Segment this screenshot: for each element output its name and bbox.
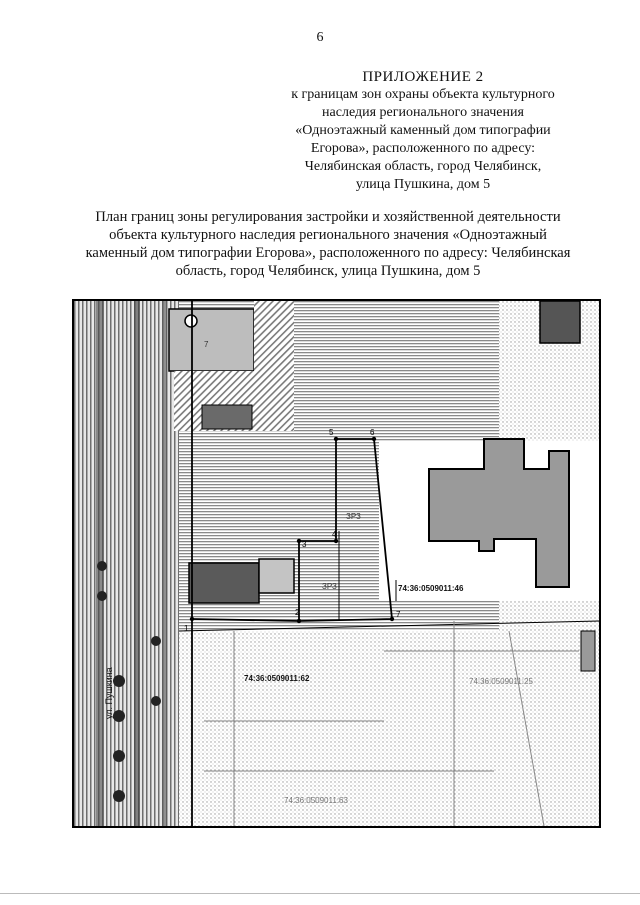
point-label: 5 bbox=[329, 428, 334, 437]
site-plan-map bbox=[72, 299, 601, 828]
tree-icon bbox=[113, 750, 125, 762]
parcel-label: 74:36:0509011:62 bbox=[244, 674, 310, 683]
hatched-block bbox=[254, 301, 294, 431]
page-bottom-rule bbox=[0, 893, 640, 894]
small-structure bbox=[581, 631, 595, 671]
parcel-label: 74:36:0509011:46 bbox=[398, 584, 464, 593]
point-label: 3 bbox=[302, 540, 307, 549]
point-label: 7 bbox=[396, 610, 401, 619]
zone-label: ЗРЗ bbox=[346, 512, 361, 521]
appendix-line: «Одноэтажный каменный дом типографии bbox=[295, 123, 551, 138]
building-number-label: 7 bbox=[204, 340, 209, 349]
light-building bbox=[259, 559, 294, 593]
tree-icon bbox=[113, 710, 125, 722]
appendix-title: ПРИЛОЖЕНИЕ 2 bbox=[362, 69, 484, 85]
boundary-point bbox=[297, 539, 301, 543]
point-label: 6 bbox=[370, 428, 375, 437]
plan-title-line: область, город Челябинск, улица Пушкина, дом 5 bbox=[175, 263, 481, 279]
boundary-point bbox=[297, 619, 301, 623]
tree-icon bbox=[97, 591, 107, 601]
parcel-label: 74:36:0509011:25 bbox=[469, 677, 533, 686]
point-label: 1 bbox=[184, 624, 189, 633]
appendix-line: улица Пушкина, дом 5 bbox=[355, 177, 491, 192]
street-line bbox=[162, 301, 167, 826]
plan-title bbox=[58, 208, 598, 280]
tree-icon bbox=[113, 790, 125, 802]
street-name-label: ул. Пушкина bbox=[104, 667, 114, 719]
appendix-line: к границам зон охраны объекта культурного bbox=[291, 87, 555, 102]
plan-title-line: объекта культурного наследия регионального значения «Одноэтажный bbox=[109, 227, 547, 243]
tree-icon bbox=[113, 675, 125, 687]
tree-icon bbox=[151, 696, 161, 706]
street-strip bbox=[74, 301, 179, 826]
street-line bbox=[134, 301, 140, 826]
appendix-line: наследия регионального значения bbox=[322, 105, 524, 120]
appendix-line: Егорова», расположенного по адресу: bbox=[310, 141, 536, 156]
tree-icon bbox=[151, 636, 161, 646]
plan-title-line: каменный дом типографии Егорова», расположенного по адресу: Челябинская bbox=[85, 245, 571, 261]
boundary-point bbox=[390, 617, 394, 621]
point-label: 2 bbox=[295, 608, 300, 617]
appendix-line: Челябинская область, город Челябинск, bbox=[304, 159, 542, 174]
plan-title-line: План границ зоны регулирования застройки и хозяйственной деятельности bbox=[95, 209, 561, 225]
boundary-point bbox=[190, 617, 194, 621]
parcel-label: 74:36:0509011:63 bbox=[284, 796, 348, 805]
page-number: 6 bbox=[316, 30, 324, 45]
zone-label: ЗРЗ bbox=[322, 582, 337, 591]
appendix-header bbox=[258, 68, 588, 194]
point-label: 4 bbox=[332, 530, 337, 539]
dark-building bbox=[189, 563, 259, 603]
tree-icon bbox=[97, 561, 107, 571]
building-7 bbox=[169, 309, 254, 371]
corner-building bbox=[540, 301, 580, 343]
boundary-point bbox=[334, 437, 338, 441]
well-icon bbox=[185, 315, 197, 327]
boundary-point bbox=[372, 437, 376, 441]
dark-structure bbox=[202, 405, 252, 429]
site-plan-svg bbox=[74, 301, 599, 826]
boundary-point bbox=[334, 539, 338, 543]
building-7-outline bbox=[169, 309, 254, 371]
